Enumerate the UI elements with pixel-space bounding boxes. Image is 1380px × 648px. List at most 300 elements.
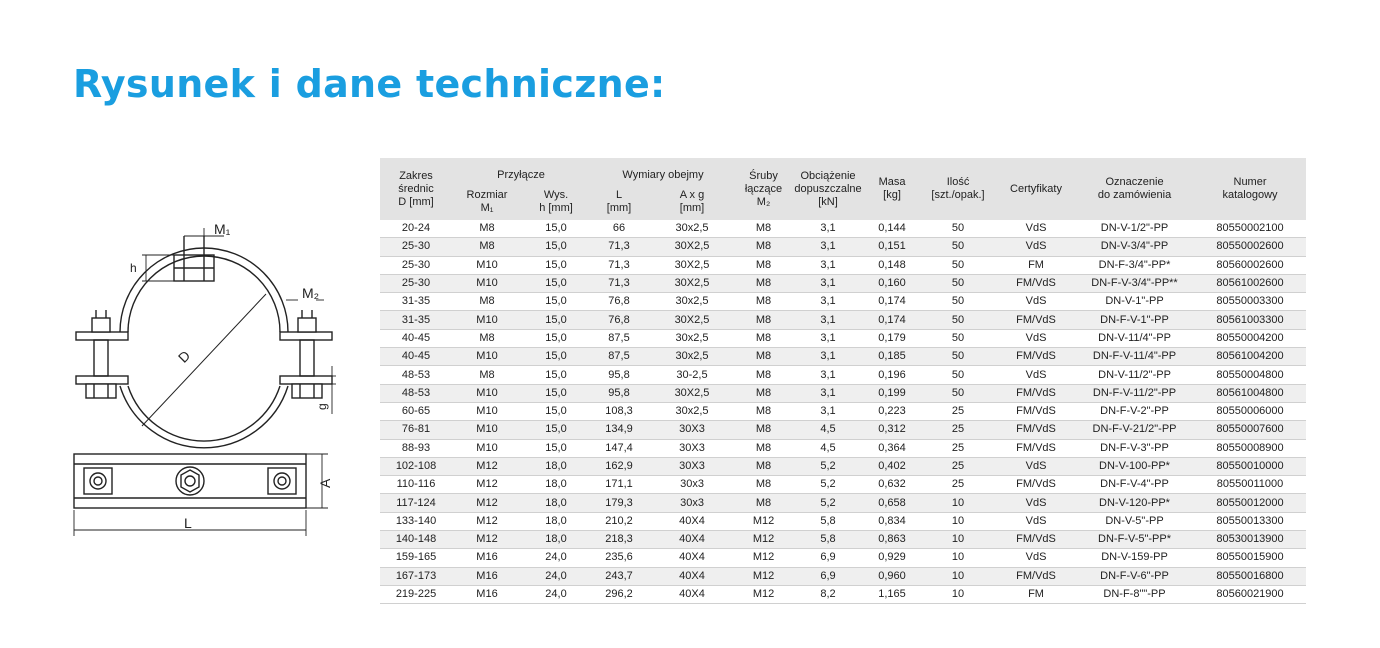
table-cell: VdS xyxy=(997,494,1075,512)
table-cell: M8 xyxy=(736,220,791,238)
table-cell: 80560002600 xyxy=(1194,256,1306,274)
table-cell: M12 xyxy=(452,457,522,475)
table-cell: M8 xyxy=(736,402,791,420)
table-row xyxy=(380,256,1306,274)
table-cell: 10 xyxy=(919,585,997,603)
table-cell: VdS xyxy=(997,512,1075,530)
label-l: L xyxy=(184,515,192,531)
table-cell: 4,5 xyxy=(791,421,865,439)
table-cell: 50 xyxy=(919,348,997,366)
table-cell: 24,0 xyxy=(522,549,590,567)
table-cell: M8 xyxy=(736,348,791,366)
table-cell: 40X4 xyxy=(648,549,736,567)
table-cell: DN-F-3/4"-PP* xyxy=(1075,256,1194,274)
table-cell: 87,5 xyxy=(590,329,648,347)
table-cell: 18,0 xyxy=(522,457,590,475)
table-cell: 24,0 xyxy=(522,567,590,585)
table-cell: 15,0 xyxy=(522,366,590,384)
header-sruby: Śruby łączące M₂ xyxy=(744,169,783,208)
table-cell: 18,0 xyxy=(522,476,590,494)
table-cell: FM xyxy=(997,585,1075,603)
table-cell: M12 xyxy=(736,567,791,585)
table-cell: 218,3 xyxy=(590,531,648,549)
table-cell: M10 xyxy=(452,384,522,402)
table-row xyxy=(380,220,1306,238)
table-cell: 30x2,5 xyxy=(648,329,736,347)
table-cell: FM/VdS xyxy=(997,531,1075,549)
table-cell: DN-F-V-6"-PP xyxy=(1075,567,1194,585)
table-cell: M8 xyxy=(736,384,791,402)
table-cell: 1,165 xyxy=(865,585,919,603)
table-cell: 159-165 xyxy=(380,549,452,567)
table-cell: 40X4 xyxy=(648,531,736,549)
table-cell: 80550004200 xyxy=(1194,329,1306,347)
table-cell: 5,2 xyxy=(791,494,865,512)
table-cell: 10 xyxy=(919,549,997,567)
table-cell: 30x2,5 xyxy=(648,293,736,311)
table-cell: 10 xyxy=(919,531,997,549)
table-cell: 80550010000 xyxy=(1194,457,1306,475)
table-cell: 0,364 xyxy=(865,439,919,457)
table-cell: 30x3 xyxy=(648,494,736,512)
table-cell: DN-F-V-3/4"-PP** xyxy=(1075,274,1194,292)
table-cell: 30-2,5 xyxy=(648,366,736,384)
table-cell: FM/VdS xyxy=(997,439,1075,457)
table-cell: 102-108 xyxy=(380,457,452,475)
table-cell: 76-81 xyxy=(380,421,452,439)
table-cell: 15,0 xyxy=(522,293,590,311)
table-cell: 80550007600 xyxy=(1194,421,1306,439)
table-cell: 80560021900 xyxy=(1194,585,1306,603)
table-cell: 71,3 xyxy=(590,238,648,256)
table-cell: 24,0 xyxy=(522,585,590,603)
table-cell: 31-35 xyxy=(380,311,452,329)
table-cell: VdS xyxy=(997,329,1075,347)
table-cell: 40-45 xyxy=(380,329,452,347)
table-cell: 30X2,5 xyxy=(648,311,736,329)
table-cell: FM/VdS xyxy=(997,384,1075,402)
table-cell: 30X3 xyxy=(648,421,736,439)
table-cell: 15,0 xyxy=(522,348,590,366)
table-cell: DN-F-V-11/4"-PP xyxy=(1075,348,1194,366)
table-cell: M8 xyxy=(452,366,522,384)
table-row xyxy=(380,439,1306,457)
table-cell: 30X3 xyxy=(648,439,736,457)
table-cell: 0,196 xyxy=(865,366,919,384)
table-cell: M10 xyxy=(452,274,522,292)
table-row xyxy=(380,274,1306,292)
table-cell: 5,8 xyxy=(791,531,865,549)
table-cell: 15,0 xyxy=(522,256,590,274)
table-cell: DN-F-V-11/2"-PP xyxy=(1075,384,1194,402)
table-cell: 48-53 xyxy=(380,384,452,402)
table-body xyxy=(380,220,1306,604)
table-cell: 87,5 xyxy=(590,348,648,366)
table-cell: 25 xyxy=(919,421,997,439)
table-cell: M16 xyxy=(452,585,522,603)
table-cell: M16 xyxy=(452,567,522,585)
table-cell: 18,0 xyxy=(522,512,590,530)
table-cell: 171,1 xyxy=(590,476,648,494)
table-cell: 235,6 xyxy=(590,549,648,567)
table-cell: DN-F-V-3"-PP xyxy=(1075,439,1194,457)
table-cell: M8 xyxy=(736,238,791,256)
table-cell: 88-93 xyxy=(380,439,452,457)
table-cell: M10 xyxy=(452,421,522,439)
table-cell: 15,0 xyxy=(522,384,590,402)
table-cell: 76,8 xyxy=(590,293,648,311)
clamp-top-view xyxy=(74,454,306,508)
table-cell: M12 xyxy=(736,512,791,530)
header-obciazenie: Obciążenie dopuszczalne [kN] xyxy=(794,169,862,208)
table-cell: 8,2 xyxy=(791,585,865,603)
table-cell: 18,0 xyxy=(522,531,590,549)
table-cell: 179,3 xyxy=(590,494,648,512)
table-row xyxy=(380,476,1306,494)
table-cell: DN-F-V-5"-PP* xyxy=(1075,531,1194,549)
table-row xyxy=(380,421,1306,439)
table-cell: 0,199 xyxy=(865,384,919,402)
table-cell: 15,0 xyxy=(522,220,590,238)
table-cell: 0,834 xyxy=(865,512,919,530)
header-numer: Numer katalogowy xyxy=(1222,176,1278,201)
table-cell: 40X4 xyxy=(648,512,736,530)
table-cell: FM/VdS xyxy=(997,348,1075,366)
table-cell: DN-V-1"-PP xyxy=(1075,293,1194,311)
table-cell: 60-65 xyxy=(380,402,452,420)
table-cell: 25 xyxy=(919,439,997,457)
table-cell: DN-F-V-21/2"-PP xyxy=(1075,421,1194,439)
table-cell: 10 xyxy=(919,494,997,512)
table-cell: 25-30 xyxy=(380,256,452,274)
table-cell: VdS xyxy=(997,238,1075,256)
table-cell: DN-V-120-PP* xyxy=(1075,494,1194,512)
table-cell: 95,8 xyxy=(590,366,648,384)
label-d: D xyxy=(174,347,194,366)
table-cell: 50 xyxy=(919,256,997,274)
table-cell: 25-30 xyxy=(380,238,452,256)
table-cell: 167-173 xyxy=(380,567,452,585)
header-wymiary: Wymiary obejmy xyxy=(622,169,704,181)
table-cell: 3,1 xyxy=(791,329,865,347)
table-cell: 0,174 xyxy=(865,293,919,311)
table-cell: 15,0 xyxy=(522,421,590,439)
table-cell: FM/VdS xyxy=(997,421,1075,439)
table-cell: M8 xyxy=(736,311,791,329)
table-cell: 133-140 xyxy=(380,512,452,530)
page-title: Rysunek i dane techniczne: xyxy=(73,62,666,106)
table-cell: 80550013300 xyxy=(1194,512,1306,530)
table-cell: 50 xyxy=(919,366,997,384)
table-cell: 0,402 xyxy=(865,457,919,475)
table-cell: 3,1 xyxy=(791,274,865,292)
table-cell: 0,223 xyxy=(865,402,919,420)
table-cell: 3,1 xyxy=(791,384,865,402)
table-cell: 80561004800 xyxy=(1194,384,1306,402)
header-przylacze: Przyłącze xyxy=(497,169,545,181)
table-cell: DN-V-5"-PP xyxy=(1075,512,1194,530)
table-cell: VdS xyxy=(997,549,1075,567)
table-cell: 50 xyxy=(919,238,997,256)
table-cell: 0,151 xyxy=(865,238,919,256)
table-cell: 5,2 xyxy=(791,476,865,494)
table-cell: M12 xyxy=(452,476,522,494)
table-cell: 0,658 xyxy=(865,494,919,512)
table-cell: M8 xyxy=(452,329,522,347)
table-cell: M8 xyxy=(452,293,522,311)
table-cell: 15,0 xyxy=(522,274,590,292)
table-cell: DN-V-3/4"-PP xyxy=(1075,238,1194,256)
header-rozmiar: Rozmiar M₁ xyxy=(466,189,508,214)
table-cell: M12 xyxy=(452,494,522,512)
table-cell: M10 xyxy=(452,311,522,329)
table-cell: 20-24 xyxy=(380,220,452,238)
header-masa: Masa [kg] xyxy=(878,176,906,201)
table-cell: 3,1 xyxy=(791,238,865,256)
table-cell: 10 xyxy=(919,567,997,585)
label-g: g xyxy=(315,403,329,410)
table-cell: 25 xyxy=(919,476,997,494)
table-cell: DN-F-8""-PP xyxy=(1075,585,1194,603)
table-row xyxy=(380,457,1306,475)
table-cell: 15,0 xyxy=(522,439,590,457)
technical-data-table-container xyxy=(380,158,1306,604)
table-cell: 15,0 xyxy=(522,238,590,256)
header-wys: Wys. h [mm] xyxy=(539,189,573,214)
header-zakres: Zakres średnic D [mm] xyxy=(398,169,434,208)
table-cell: M12 xyxy=(452,531,522,549)
header-axg: A x g [mm] xyxy=(679,189,705,214)
table-cell: M10 xyxy=(452,348,522,366)
table-cell: 3,1 xyxy=(791,311,865,329)
clamp-side-view xyxy=(76,236,332,448)
table-cell: 0,185 xyxy=(865,348,919,366)
table-cell: 80550004800 xyxy=(1194,366,1306,384)
table-cell: 0,174 xyxy=(865,311,919,329)
table-cell: 0,179 xyxy=(865,329,919,347)
table-cell: DN-F-V-2"-PP xyxy=(1075,402,1194,420)
table-cell: 15,0 xyxy=(522,402,590,420)
table-cell: 210,2 xyxy=(590,512,648,530)
table-cell: 80550003300 xyxy=(1194,293,1306,311)
table-cell: DN-V-11/2"-PP xyxy=(1075,366,1194,384)
table-cell: 40X4 xyxy=(648,567,736,585)
table-cell: M8 xyxy=(736,494,791,512)
table-cell: 0,863 xyxy=(865,531,919,549)
table-cell: 134,9 xyxy=(590,421,648,439)
table-row xyxy=(380,549,1306,567)
table-cell: 50 xyxy=(919,274,997,292)
table-row xyxy=(380,238,1306,256)
table-cell: 147,4 xyxy=(590,439,648,457)
table-cell: M16 xyxy=(452,549,522,567)
table-cell: 40X4 xyxy=(648,585,736,603)
header-oznaczenie: Oznaczenie do zamówienia xyxy=(1097,176,1172,201)
table-row xyxy=(380,494,1306,512)
table-cell: 0,632 xyxy=(865,476,919,494)
table-cell: 50 xyxy=(919,220,997,238)
table-row xyxy=(380,311,1306,329)
table-cell: 30x3 xyxy=(648,476,736,494)
table-cell: 3,1 xyxy=(791,293,865,311)
table-cell: 219-225 xyxy=(380,585,452,603)
table-cell: DN-V-1/2"-PP xyxy=(1075,220,1194,238)
table-cell: M12 xyxy=(736,531,791,549)
table-cell: 0,960 xyxy=(865,567,919,585)
table-cell: 80550015900 xyxy=(1194,549,1306,567)
table-cell: M8 xyxy=(736,329,791,347)
table-row xyxy=(380,567,1306,585)
table-cell: 40-45 xyxy=(380,348,452,366)
table-cell: 25 xyxy=(919,457,997,475)
table-cell: 80550002100 xyxy=(1194,220,1306,238)
table-cell: 3,1 xyxy=(791,366,865,384)
table-cell: 30x2,5 xyxy=(648,402,736,420)
table-cell: FM/VdS xyxy=(997,476,1075,494)
table-cell: M8 xyxy=(736,421,791,439)
table-cell: 50 xyxy=(919,311,997,329)
table-cell: 25-30 xyxy=(380,274,452,292)
table-cell: M8 xyxy=(736,366,791,384)
label-h: h xyxy=(130,261,137,275)
table-cell: 3,1 xyxy=(791,402,865,420)
table-row xyxy=(380,585,1306,603)
table-cell: 80550016800 xyxy=(1194,567,1306,585)
table-row xyxy=(380,512,1306,530)
label-m1: M₁ xyxy=(214,221,231,237)
table-cell: FM/VdS xyxy=(997,311,1075,329)
table-cell: 117-124 xyxy=(380,494,452,512)
table-cell: 80561004200 xyxy=(1194,348,1306,366)
table-row xyxy=(380,402,1306,420)
table-cell: 3,1 xyxy=(791,348,865,366)
table-cell: 0,929 xyxy=(865,549,919,567)
table-cell: M8 xyxy=(736,274,791,292)
table-cell: M8 xyxy=(452,238,522,256)
table-cell: 0,312 xyxy=(865,421,919,439)
table-cell: 5,2 xyxy=(791,457,865,475)
clamp-technical-drawing xyxy=(66,214,356,544)
table-cell: M8 xyxy=(736,457,791,475)
table-cell: DN-V-11/4"-PP xyxy=(1075,329,1194,347)
table-cell: M12 xyxy=(736,585,791,603)
table-cell: 80550011000 xyxy=(1194,476,1306,494)
table-cell: 25 xyxy=(919,402,997,420)
table-cell: VdS xyxy=(997,366,1075,384)
header-certyfikaty: Certyfikaty xyxy=(1010,182,1062,195)
table-cell: 4,5 xyxy=(791,439,865,457)
label-a: A xyxy=(317,478,333,488)
table-cell: VdS xyxy=(997,293,1075,311)
table-header-row xyxy=(380,158,1306,184)
table-cell: 48-53 xyxy=(380,366,452,384)
table-cell: FM/VdS xyxy=(997,402,1075,420)
table-cell: 108,3 xyxy=(590,402,648,420)
table-cell: DN-V-159-PP xyxy=(1075,549,1194,567)
table-cell: 30X2,5 xyxy=(648,238,736,256)
table-cell: 80550002600 xyxy=(1194,238,1306,256)
table-cell: 80550008900 xyxy=(1194,439,1306,457)
header-l: L [mm] xyxy=(606,189,632,214)
table-cell: 296,2 xyxy=(590,585,648,603)
table-cell: 71,3 xyxy=(590,274,648,292)
table-cell: 15,0 xyxy=(522,329,590,347)
table-cell: FM/VdS xyxy=(997,274,1075,292)
table-cell: 30x2,5 xyxy=(648,220,736,238)
table-cell: M10 xyxy=(452,439,522,457)
table-cell: 10 xyxy=(919,512,997,530)
table-cell: 140-148 xyxy=(380,531,452,549)
table-cell: 80530013900 xyxy=(1194,531,1306,549)
table-cell: 110-116 xyxy=(380,476,452,494)
table-cell: 50 xyxy=(919,329,997,347)
table-cell: FM xyxy=(997,256,1075,274)
table-cell: 31-35 xyxy=(380,293,452,311)
table-cell: 30X2,5 xyxy=(648,256,736,274)
table-cell: 6,9 xyxy=(791,567,865,585)
table-cell: 30X2,5 xyxy=(648,274,736,292)
table-cell: DN-V-100-PP* xyxy=(1075,457,1194,475)
label-m2: M₂ xyxy=(302,285,320,301)
table-cell: 95,8 xyxy=(590,384,648,402)
table-cell: 0,160 xyxy=(865,274,919,292)
table-cell: 30x2,5 xyxy=(648,348,736,366)
table-row xyxy=(380,366,1306,384)
table-row xyxy=(380,531,1306,549)
table-cell: DN-F-V-4"-PP xyxy=(1075,476,1194,494)
table-row xyxy=(380,329,1306,347)
table-cell: VdS xyxy=(997,457,1075,475)
table-cell: 18,0 xyxy=(522,494,590,512)
table-cell: 243,7 xyxy=(590,567,648,585)
table-cell: DN-F-V-1"-PP xyxy=(1075,311,1194,329)
table-cell: 0,148 xyxy=(865,256,919,274)
table-cell: M12 xyxy=(452,512,522,530)
table-cell: 30X2,5 xyxy=(648,384,736,402)
table-cell: M10 xyxy=(452,256,522,274)
table-cell: M8 xyxy=(736,293,791,311)
table-cell: 80550012000 xyxy=(1194,494,1306,512)
table-cell: M8 xyxy=(736,476,791,494)
table-cell: 71,3 xyxy=(590,256,648,274)
table-cell: 3,1 xyxy=(791,220,865,238)
table-cell: VdS xyxy=(997,220,1075,238)
table-cell: 76,8 xyxy=(590,311,648,329)
table-cell: 80550006000 xyxy=(1194,402,1306,420)
table-cell: 30X3 xyxy=(648,457,736,475)
table-row xyxy=(380,348,1306,366)
table-cell: M8 xyxy=(736,256,791,274)
table-cell: 3,1 xyxy=(791,256,865,274)
table-cell: 50 xyxy=(919,293,997,311)
technical-data-table xyxy=(380,158,1306,604)
table-cell: 80561003300 xyxy=(1194,311,1306,329)
table-cell: 66 xyxy=(590,220,648,238)
table-cell: 6,9 xyxy=(791,549,865,567)
table-cell: 0,144 xyxy=(865,220,919,238)
table-cell: 80561002600 xyxy=(1194,274,1306,292)
table-cell: FM/VdS xyxy=(997,567,1075,585)
table-cell: 15,0 xyxy=(522,311,590,329)
table-cell: M12 xyxy=(736,549,791,567)
table-cell: M8 xyxy=(452,220,522,238)
table-cell: 50 xyxy=(919,384,997,402)
header-ilosc: Ilość [szt./opak.] xyxy=(931,176,985,201)
table-row xyxy=(380,293,1306,311)
table-cell: M10 xyxy=(452,402,522,420)
table-cell: 162,9 xyxy=(590,457,648,475)
table-cell: M8 xyxy=(736,439,791,457)
